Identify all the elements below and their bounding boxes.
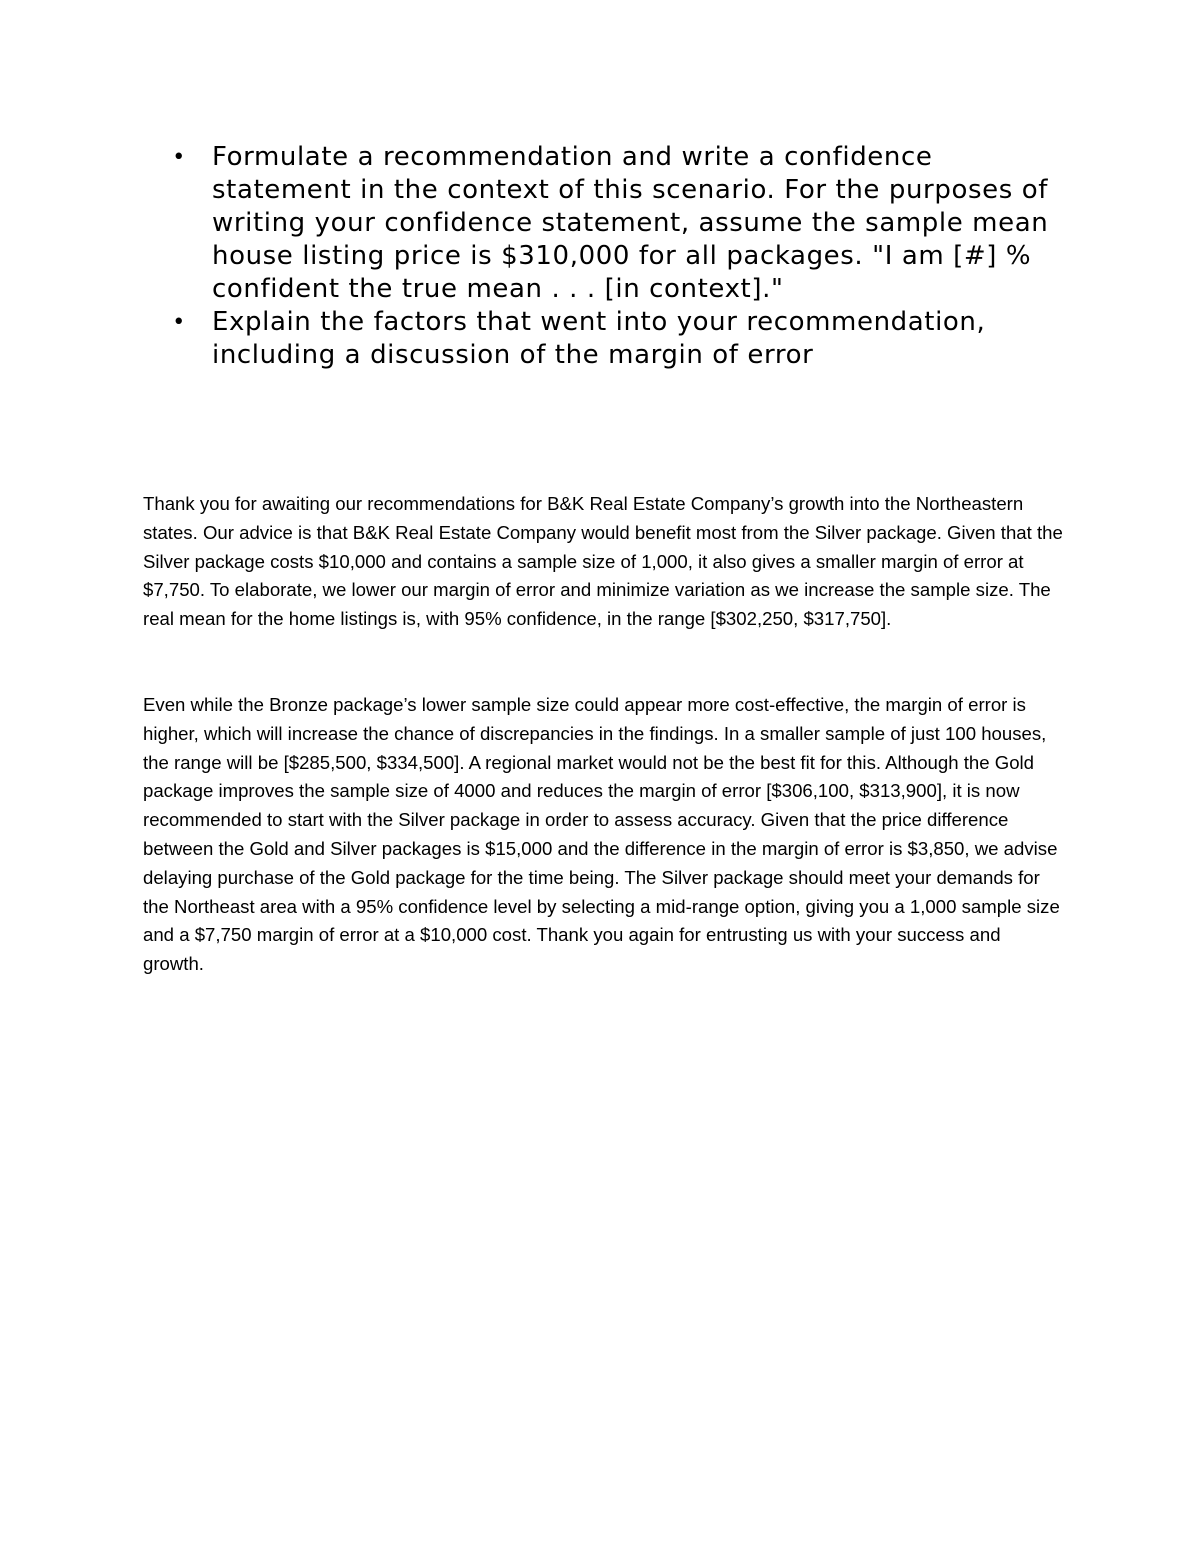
bullet-marker: • xyxy=(172,145,186,170)
instruction-item xyxy=(172,141,1052,306)
instruction-text: Formulate a recommendation and write a confidence statement in the context of this scenario. For the purposes of writing your confidence statement, assume the sample mean house listing price is $310,000 for all packages. "I am [#] % confident the true mean . . . [in context]." xyxy=(212,142,1049,304)
instruction-list xyxy=(172,141,1052,372)
recommendation-paragraph: Thank you for awaiting our recommendations for B&K Real Estate Company’s growth into the Northeastern states. Our advice is that B&K Real Estate Company would benefit most from the Silver package. Given that the Silver package costs $10,000 and contains a sample size of 1,000, it also gives a smaller margin of error at $7,750. To elaborate, we lower our margin of error and minimize variation as we increase the sample size. The real mean for the home listings is, with 95% confidence, in the range [$302,250, $317,750]. xyxy=(143,493,1063,630)
factors-paragraph: Even while the Bronze package’s lower sample size could appear more cost-effective, the margin of error is higher, which will increase the chance of discrepancies in the findings. In a smaller sample of just 100 houses, the range will be [$285,500, $334,500]. A regional market would not be the best fit for this. Although the Gold package improves the sample size of 4000 and reduces the margin of error [$306,100, $313,900], it is now recommended to start with the Silver package in order to assess accuracy. Given that the price difference between the Gold and Silver packages is $15,000 and the difference in the margin of error is $3,850, we advise delaying purchase of the Gold package for the time being. The Silver package should meet your demands for the Northeast area with a 95% confidence level by selecting a mid-range option, giving you a 1,000 sample size and a $7,750 margin of error at a $10,000 cost. Thank you again for entrusting us with your success and growth. xyxy=(143,694,1060,975)
instruction-text: Explain the factors that went into your recommendation, including a discussion of the margin of error xyxy=(212,307,986,370)
instruction-item xyxy=(172,306,1052,372)
bullet-marker: • xyxy=(172,310,186,335)
